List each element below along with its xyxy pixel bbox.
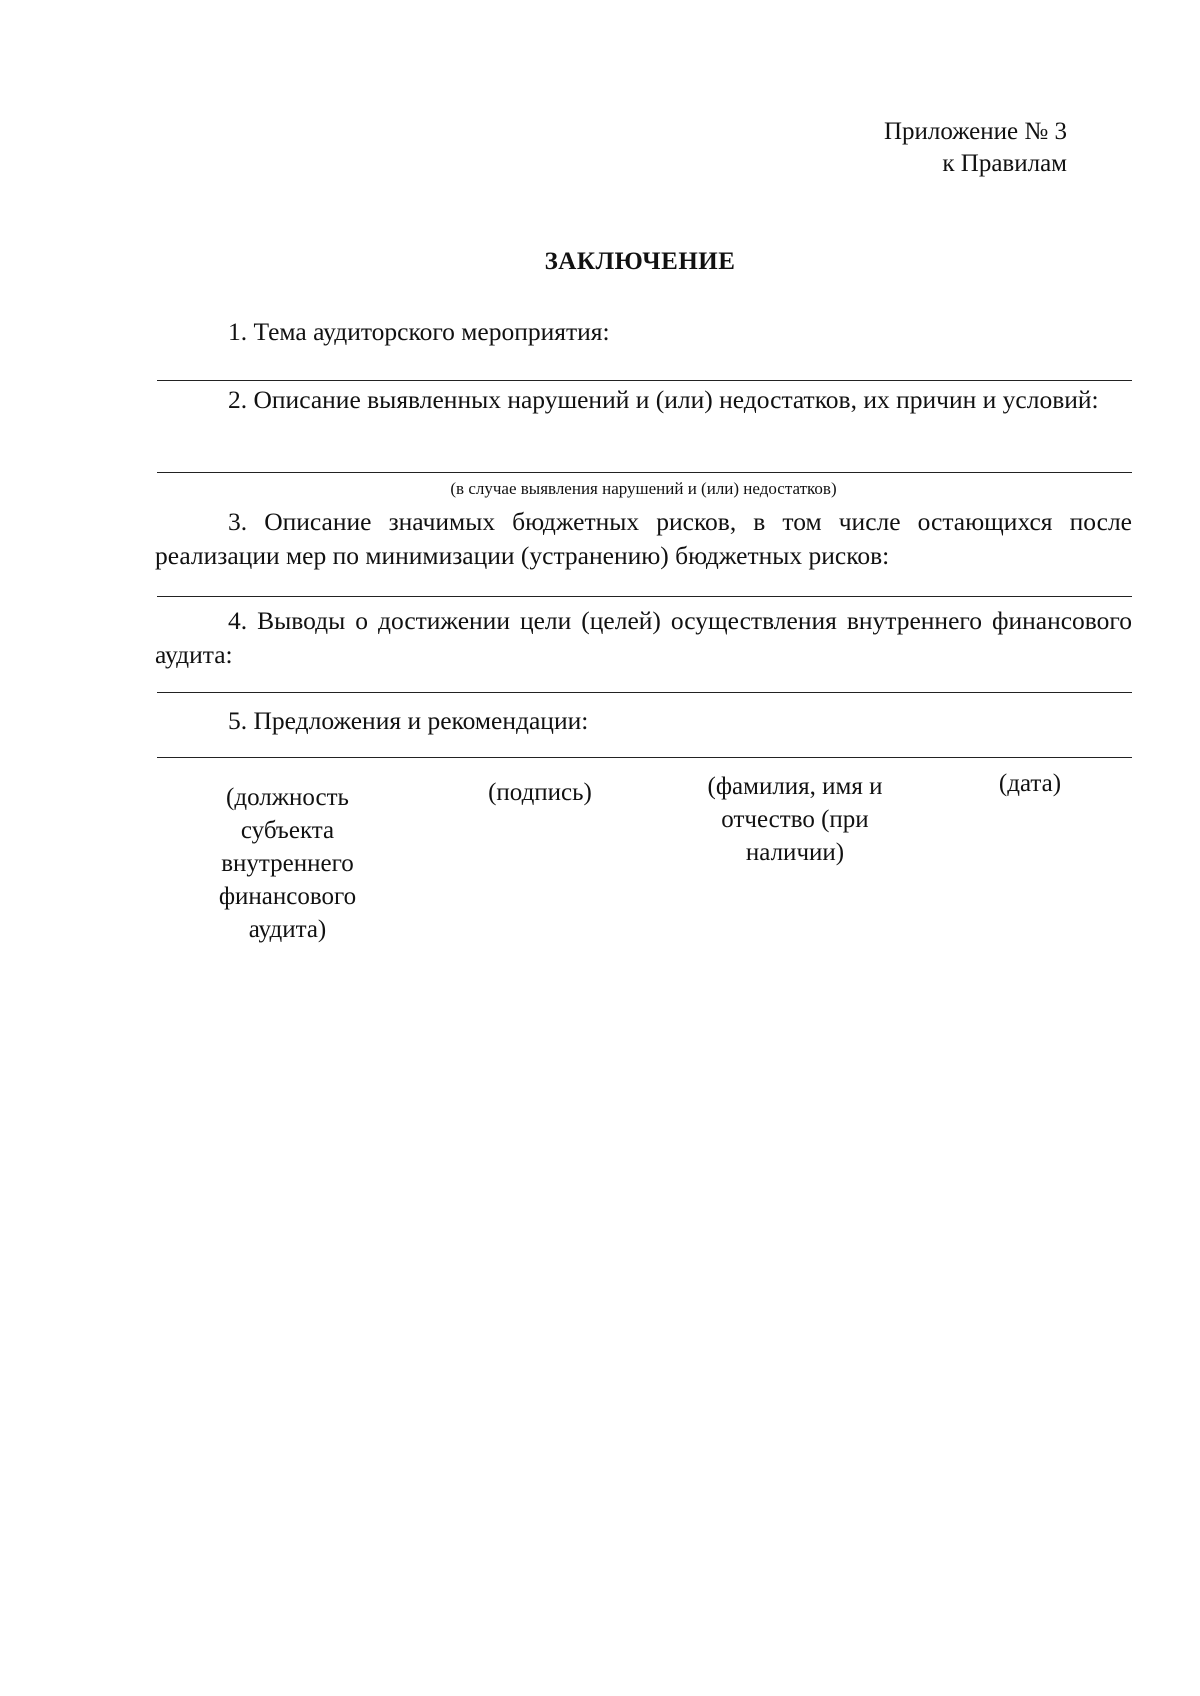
section-2-note: (в случае выявления нарушений и (или) недостатков): [450, 479, 837, 498]
signature-sign: (подпись): [488, 779, 592, 806]
section-4-fill-line: [157, 692, 1132, 693]
section-2-fill-line: [157, 472, 1132, 473]
signature-position: (должность субъекта внутреннего финансового аудита): [218, 784, 357, 943]
section-5-label: 5. Предложения и рекомендации:: [228, 706, 589, 735]
section-3-fill-line: [157, 596, 1132, 597]
section-1-fill-line: [157, 380, 1132, 381]
section-3-risks: [155, 505, 1132, 573]
section-5-fill-line: [157, 757, 1132, 758]
section-5-proposals: [155, 704, 1132, 738]
appendix-reference: [884, 116, 1067, 180]
section-4-conclusions: [155, 604, 1132, 672]
appendix-rules-ref: к Правилам: [942, 150, 1067, 177]
section-4-label: 4. Выводы о достижении цели (целей) осуществления внутреннего финансового аудита:: [155, 606, 1132, 669]
document-title: ЗАКЛЮЧЕНИЕ: [544, 248, 736, 275]
section-3-label: 3. Описание значимых бюджетных рисков, в том числе остающихся после реализации мер по минимизации (устранению) бюджетных рисков:: [155, 507, 1132, 570]
section-1-label: 1. Тема аудиторского мероприятия:: [228, 317, 610, 346]
appendix-number: Приложение № 3: [883, 118, 1067, 145]
section-1-topic: [155, 315, 1132, 349]
signature-date: (дата): [998, 770, 1062, 797]
section-2-label: 2. Описание выявленных нарушений и (или) недостатков, их причин и условий:: [228, 385, 1099, 414]
signature-full-name: (фамилия, имя и отчество (при наличии): [707, 773, 883, 866]
section-2-violations: [155, 383, 1132, 417]
